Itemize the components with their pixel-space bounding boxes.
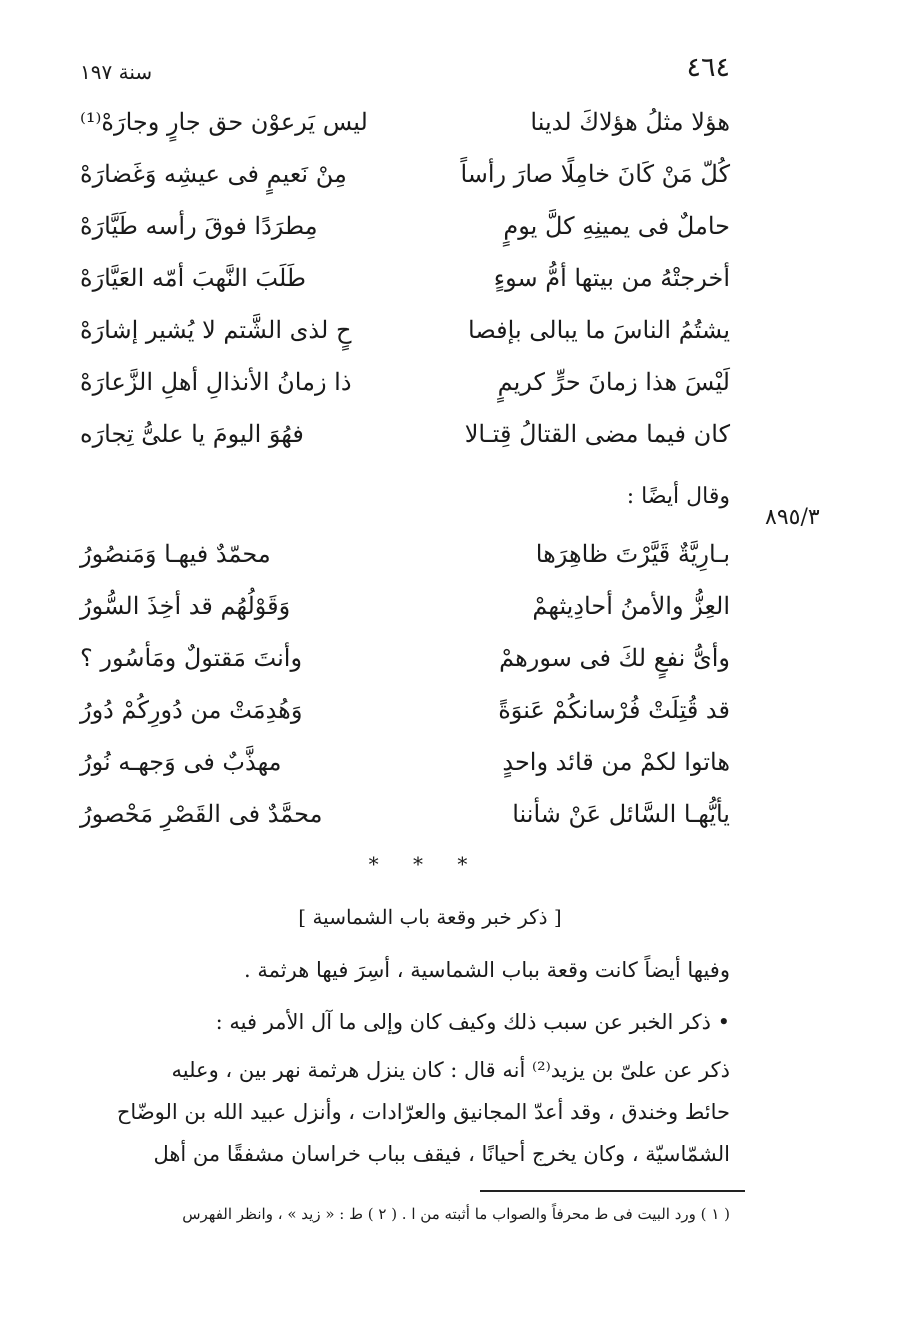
first-hemistich: يأيُّهـا السَّائل عَنْ شأننا bbox=[512, 800, 730, 828]
verse bbox=[80, 592, 730, 638]
second-hemistich: مِنْ نَعيمٍ فى عيشِه وَغَضارَهْ bbox=[80, 160, 347, 188]
verse bbox=[80, 160, 730, 206]
second-hemistich: مهذَّبٌ فى وَجهـه نُورُ bbox=[80, 748, 282, 776]
second-hemistich: طَلَبَ النَّهبَ أمّه العَيَّارَهْ bbox=[80, 264, 307, 292]
first-hemistich: هاتوا لكمْ من قائد واحدٍ bbox=[502, 748, 730, 776]
verse bbox=[80, 540, 730, 586]
first-hemistich: حاملٌ فى يمينِهِ كلَّ يومٍ bbox=[503, 212, 730, 240]
verse bbox=[80, 212, 730, 258]
first-hemistich: بـارِيَّةٌ قَيَّرْتَ ظاهِرَها bbox=[535, 540, 730, 568]
running-year: سنة ١٩٧ bbox=[80, 60, 153, 84]
second-hemistich: ليس يَرعوْن حق جارٍ وجارَهْ⁽¹⁾ bbox=[80, 108, 368, 136]
paragraph: وفيها أيضاً كانت وقعة بباب الشماسية ، أسِرَ فيها هرثمة . bbox=[244, 958, 730, 982]
first-hemistich: كان فيما مضى القتالُ قِتـالا bbox=[464, 420, 730, 448]
first-hemistich: يشتُمُ الناسَ ما يبالى بإفصا bbox=[468, 316, 730, 344]
verse bbox=[80, 368, 730, 414]
second-hemistich: وَهُدِمَتْ من دُورِكُمْ دُورُ bbox=[80, 696, 303, 724]
paragraph-line: ذكر عن علىّ بن يزيد⁽²⁾ أنه قال : كان ينزل هرثمة نهر بين ، وعليه bbox=[171, 1058, 730, 1082]
second-hemistich: ذا زمانُ الأنذالِ أهلِ الزَّعارَهْ bbox=[80, 368, 352, 396]
second-hemistich: فهُوَ اليومَ يا علىُّ تِجارَه bbox=[80, 420, 304, 448]
footnotes: ( ١ ) ورد البيت فى ط محرفاً والصواب ما أثبته من ا . ( ٢ ) ط : « زيد » ، وانظر الفهرس bbox=[182, 1205, 730, 1223]
first-hemistich: قد قُتِلَتْ فُرْسانكُمْ عَنوَةً bbox=[498, 696, 730, 724]
page-number: ٤٦٤ bbox=[686, 52, 730, 83]
section-divider: * * * bbox=[368, 852, 482, 876]
verse bbox=[80, 420, 730, 466]
second-hemistich: وَقَوْلُهُم قد أخِذَ السُّورُ bbox=[80, 592, 291, 620]
first-hemistich: كُلّ مَنْ كَانَ خامِلًا صارَ رأساً bbox=[460, 160, 730, 188]
first-hemistich: هؤلا مثلُ هؤلاكَ لدينا bbox=[530, 108, 730, 136]
second-hemistich: محمَّدٌ فى القَصْرِ مَحْصورُ bbox=[80, 800, 323, 828]
paragraph-line: الشمّاسيّة ، وكان يخرج أحيانًا ، فيقف بباب خراسان مشفقًا من أهل bbox=[153, 1142, 730, 1166]
verse bbox=[80, 748, 730, 794]
second-hemistich: محمّدٌ فيهـا وَمَنصُورُ bbox=[80, 540, 271, 568]
margin-reference: ٨٩٥/٣ bbox=[765, 505, 820, 530]
footnote-rule bbox=[480, 1190, 745, 1192]
second-hemistich: حٍ لذى الشَّتم لا يُشير إشارَهْ bbox=[80, 316, 352, 344]
verse bbox=[80, 316, 730, 362]
verse bbox=[80, 800, 730, 846]
first-hemistich: العِزُّ والأمنُ أحادِيثهمْ bbox=[532, 592, 730, 620]
poem-intro: وقال أيضًا : bbox=[626, 484, 730, 509]
first-hemistich: لَيْسَ هذا زمانَ حرٍّ كريمٍ bbox=[497, 368, 730, 396]
verse bbox=[80, 264, 730, 310]
page-header bbox=[80, 52, 730, 92]
verse bbox=[80, 108, 730, 154]
first-hemistich: وأىُّ نفعٍ لكَ فى سورهمْ bbox=[499, 644, 730, 672]
second-hemistich: مِطرَدًا فوقَ رأسه طَيَّارَهْ bbox=[80, 212, 318, 240]
verse bbox=[80, 696, 730, 742]
paragraph: • ذكر الخبر عن سبب ذلك وكيف كان وإلى ما آل الأمر فيه : bbox=[215, 1010, 730, 1034]
section-heading: [ ذكر خبر وقعة باب الشماسية ] bbox=[298, 905, 562, 929]
paragraph-line: حائط وخندق ، وقد أعدّ المجانيق والعرّادات ، وأنزل عبيد الله بن الوضّاح bbox=[116, 1100, 730, 1124]
first-hemistich: أخرجتْهُ من بيتها أمُّ سوءٍ bbox=[493, 264, 730, 292]
verse bbox=[80, 644, 730, 690]
second-hemistich: وأنتَ مَقتولٌ ومَأسُور ؟ bbox=[80, 644, 303, 672]
